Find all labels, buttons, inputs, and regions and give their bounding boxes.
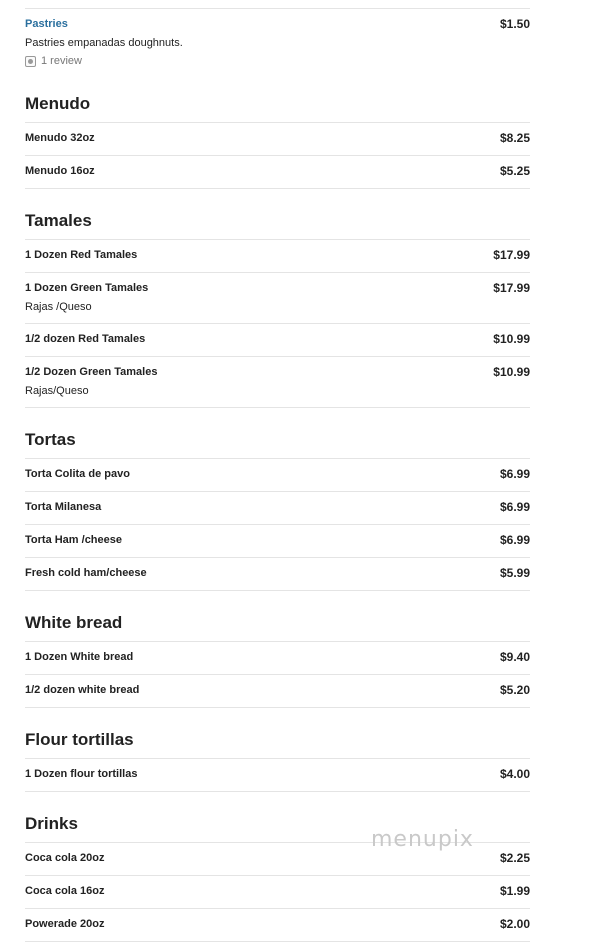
item-price: $5.25 xyxy=(499,164,530,178)
item-description: Rajas/Queso xyxy=(25,385,89,397)
section-title: Tamales xyxy=(25,189,530,240)
item-name: Menudo 32oz xyxy=(25,132,95,144)
menu-section xyxy=(25,792,530,942)
item-name: Torta Colita de pavo xyxy=(25,468,130,480)
item-name: 1/2 Dozen Green Tamales xyxy=(25,366,158,378)
menu-item xyxy=(25,273,530,324)
item-name: 1/2 dozen white bread xyxy=(25,684,140,696)
menu-item xyxy=(25,558,530,591)
item-name: Menudo 16oz xyxy=(25,165,95,177)
menu-item xyxy=(25,642,530,675)
item-name: 1/2 dozen Red Tamales xyxy=(25,333,146,345)
item-price: $6.99 xyxy=(499,500,530,514)
item-name: Coca cola 20oz xyxy=(25,852,105,864)
item-description: Rajas /Queso xyxy=(25,301,92,313)
item-price: $9.40 xyxy=(499,650,530,664)
item-price: $10.99 xyxy=(493,365,530,379)
item-description: Pastries empanadas doughnuts. xyxy=(25,37,183,49)
menu-item xyxy=(25,357,530,408)
menu-section xyxy=(25,189,530,408)
menu-item xyxy=(25,156,530,189)
item-price: $6.99 xyxy=(499,467,530,481)
item-price: $5.20 xyxy=(499,683,530,697)
item-price: $2.00 xyxy=(499,917,530,931)
section-title: Menudo xyxy=(25,74,530,123)
menu-item xyxy=(25,492,530,525)
menu-item xyxy=(25,240,530,273)
item-price: $17.99 xyxy=(493,281,530,295)
item-price: $6.99 xyxy=(499,533,530,547)
item-price: $1.99 xyxy=(499,884,530,898)
review-icon xyxy=(25,56,36,67)
item-name: Fresh cold ham/cheese xyxy=(25,567,147,579)
section-title: Flour tortillas xyxy=(25,708,530,759)
item-name: Torta Ham /cheese xyxy=(25,534,123,546)
item-name: 1 Dozen White bread xyxy=(25,651,134,663)
menu-section xyxy=(25,408,530,591)
item-name: Powerade 20oz xyxy=(25,918,105,930)
menu-item xyxy=(25,459,530,492)
menupix-watermark: menupix xyxy=(371,827,474,852)
item-name-link[interactable]: Pastries xyxy=(25,18,68,30)
menu-item xyxy=(25,525,530,558)
menu-item xyxy=(25,909,530,942)
review-count[interactable] xyxy=(25,55,530,68)
item-name: Torta Milanesa xyxy=(25,501,102,513)
item-price: $4.00 xyxy=(499,767,530,781)
menu-section xyxy=(25,74,530,189)
item-price: $2.25 xyxy=(499,851,530,865)
menu-item-pastries xyxy=(25,9,530,74)
menu-item xyxy=(25,759,530,792)
item-price: $1.50 xyxy=(499,17,530,31)
item-price: $10.99 xyxy=(493,332,530,346)
menu-section xyxy=(25,708,530,792)
item-name: 1 Dozen flour tortillas xyxy=(25,768,138,780)
item-price: $17.99 xyxy=(493,248,530,262)
item-name: Coca cola 16oz xyxy=(25,885,105,897)
menu-item xyxy=(25,876,530,909)
item-name: 1 Dozen Red Tamales xyxy=(25,249,138,261)
item-price: $8.25 xyxy=(499,131,530,145)
menu-item xyxy=(25,675,530,708)
menu-section xyxy=(25,591,530,708)
menu-list xyxy=(25,0,530,942)
menu-item xyxy=(25,123,530,156)
review-count-label: 1 review xyxy=(41,55,82,67)
item-price: $5.99 xyxy=(499,566,530,580)
section-title: White bread xyxy=(25,591,530,642)
menu-item xyxy=(25,324,530,357)
menu-sections xyxy=(25,74,530,942)
section-title: Tortas xyxy=(25,408,530,459)
item-name: 1 Dozen Green Tamales xyxy=(25,282,149,294)
section-title: Drinks xyxy=(25,792,530,843)
